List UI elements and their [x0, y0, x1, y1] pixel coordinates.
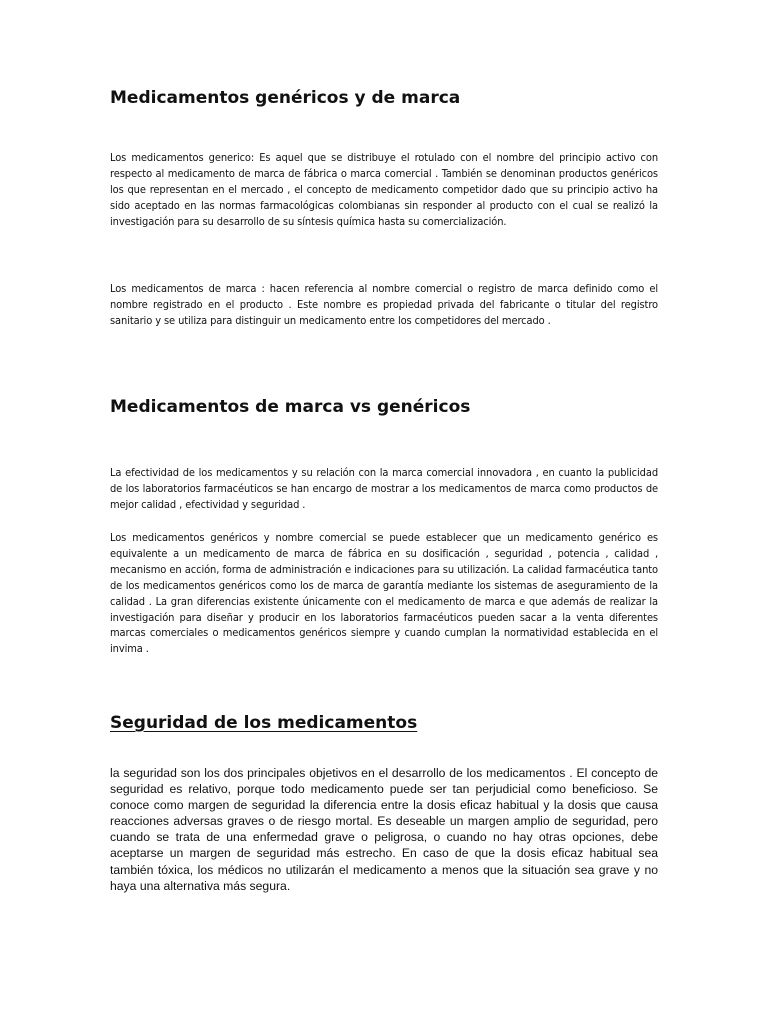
paragraph-efectividad: La efectividad de los medicamentos y su relación con la marca comercial innovadora , en cuanto la publicidad de los laboratorios farmacéuticos se han encargo de mostrar a los medicamentos de marca como productos de mejor calidad , efectividad y seguridad .	[110, 466, 658, 511]
heading-marca-vs-genericos: Medicamentos de marca vs genéricos	[110, 397, 471, 417]
paragraph-medicamentos-marca: Los medicamentos de marca : hacen referencia al nombre comercial o registro de marca definido como el nombre registrado en el producto . Este nombre es propiedad privada del fabricante o titular del registro sanitario y se utiliza para distinguir un medicamento entre los competidores del mercado .	[110, 282, 658, 327]
paragraph-medicamentos-genericos: Los medicamentos generico: Es aquel que se distribuye el rotulado con el nombre del principio activo con respecto al medicamento de marca de fábrica o marca comercial . También se denominan productos genéricos los que representan en el mercado , el concepto de medicamento competidor dado que su principio activo ha sido aceptado en las normas farmacológicas colombianas sin responder al producto con el cual se realizó la investigación para su desarrollo de su síntesis química hasta su comercialización.	[110, 151, 658, 228]
paragraph-seguridad: la seguridad son los dos principales objetivos en el desarrollo de los medicamentos . El concepto de seguridad es relativo, porque todo medicamento puede ser tan perjudicial como beneficioso. Se conoce como margen de seguridad la diferencia entre la dosis eficaz habitual y la dosis que causa reacciones adversas graves o de riesgo mortal. Es deseable un margen amplio de seguridad, pero cuando se trata de una enfermedad grave o peligrosa, o cuando no hay otras opciones, debe aceptarse un margen de seguridad más estrecho. En caso de que la dosis eficaz habitual sea también tóxica, los médicos no utilizarán el medicamento a menos que la situación sea grave y no haya una alternativa más segura.	[110, 766, 658, 893]
heading-genericos-y-marca: Medicamentos genéricos y de marca	[110, 88, 461, 108]
paragraph-equivalencia: Los medicamentos genéricos y nombre comercial se puede establecer que un medicamento genérico es equivalente a un medicamento de marca de fábrica en su dosificación , seguridad , potencia , calidad , mecanismo en acción, forma de administración e indicaciones para su utilización. La calidad farmacéutica tanto de los medicamentos genéricos como los de marca de garantía mediante los sistemas de aseguramiento de la calidad . La gran diferencias existente únicamente con el medicamento de marca e que además de realizar la investigación para diseñar y producir en los laboratorios farmacéuticos pueden sacar a la venta diferentes marcas comerciales o medicamentos genéricos siempre y cuando cumplan la normatividad establecida en el invima .	[110, 531, 658, 656]
heading-seguridad: Seguridad de los medicamentos	[110, 713, 418, 733]
